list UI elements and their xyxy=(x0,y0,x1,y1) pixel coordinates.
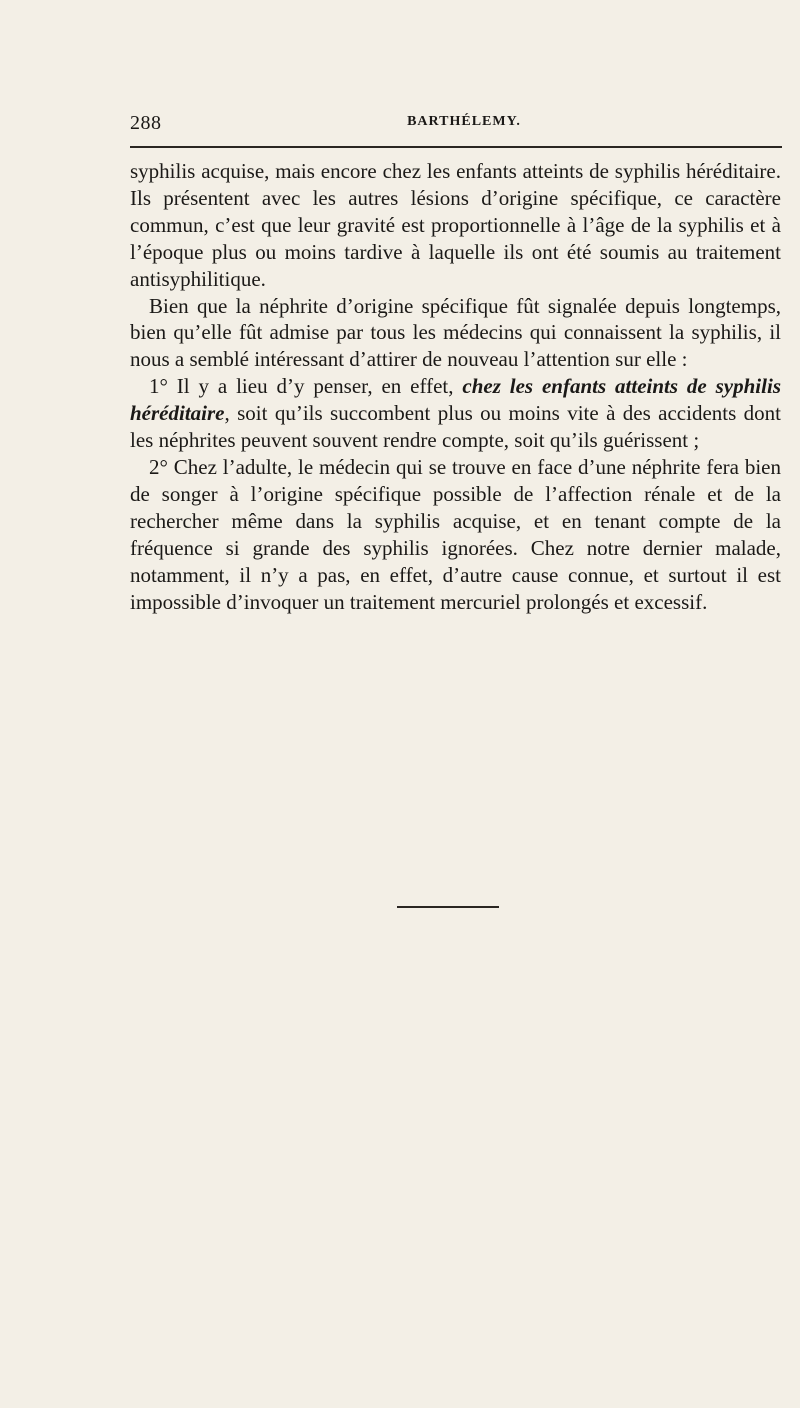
point-one-emphasis: chez les enfants atteints de syphilis héréditaire xyxy=(130,374,781,426)
paragraph-point-two: 2° Chez l’adulte, le médecin qui se trouve en face d’une néphrite fera bien de songer à l’origine spécifique possible de l’affection rénale et de la rechercher même dans la syphilis acquise, et en tenant compte de la fréquence si grande des syphilis ignorées. Chez notre dernier malade, notamment, il n’y a pas, en effet, d’autre cause connue, et surtout il est impossible d’invoquer un traitement mercuriel prolongés et excessif. xyxy=(130,454,781,614)
header-rule xyxy=(130,146,782,148)
page-number: 288 xyxy=(130,112,162,134)
point-one-tail: , soit qu’ils succombent plus ou moins vite à des accidents dont les néphrites peuvent souvent rendre compte, soit qu’ils guérissent ; xyxy=(130,401,781,453)
end-rule xyxy=(397,906,499,908)
point-one-lead: 1° Il y a lieu d’y penser, en effet, xyxy=(149,374,463,399)
body-text xyxy=(130,158,781,615)
paragraph-point-one xyxy=(130,373,781,454)
page-header xyxy=(130,112,780,136)
paragraph-continuation: syphilis acquise, mais encore chez les enfants atteints de syphilis héréditaire. Ils présentent avec les autres lésions d’origine spécifique, ce caractère commun, c’est que leur gravité est proportionnelle à l’âge de la syphilis et à l’époque plus ou moins tardive à laquelle ils ont été soumis au traitement antisyphilitique. xyxy=(130,159,781,291)
running-head: BARTHÉLEMY. xyxy=(407,114,521,129)
paragraph-bien-que: Bien que la néphrite d’origine spécifique fût signalée depuis longtemps, bien qu’elle fût admise par tous les médecins qui connaissent la syphilis, il nous a semblé intéressant d’attirer de nouveau l’attention sur elle : xyxy=(130,293,781,372)
